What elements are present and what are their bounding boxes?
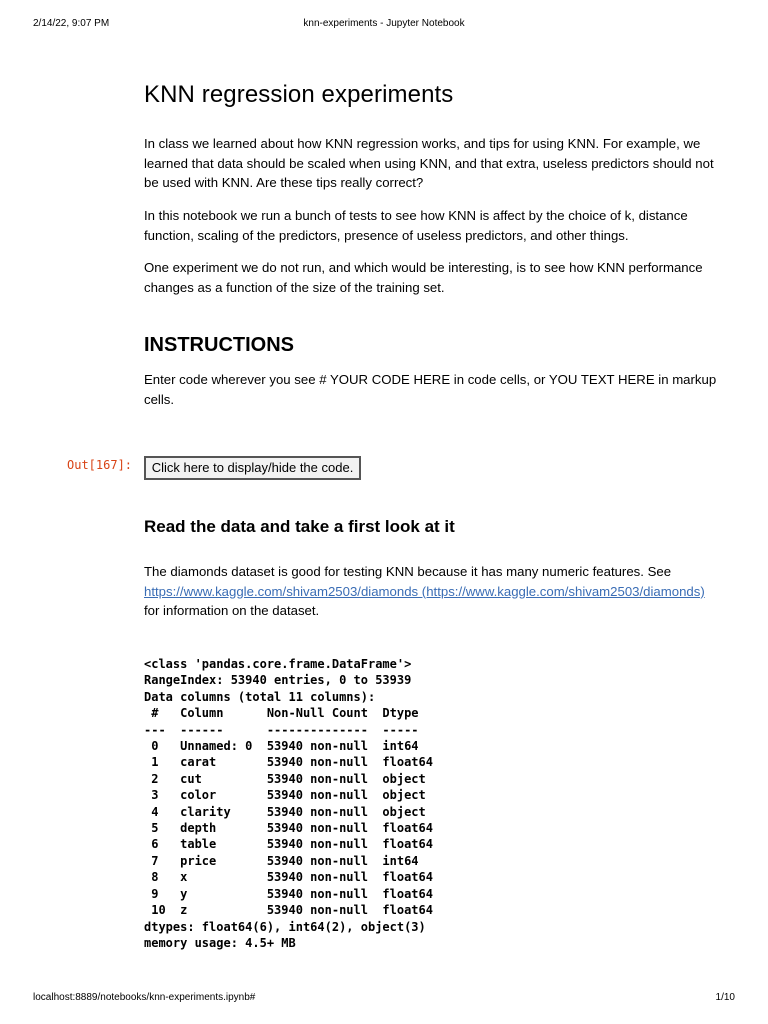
dataset-paragraph [144,562,724,621]
dataset-text-before: The diamonds dataset is good for testing KNN because it has many numeric features. See [144,564,672,579]
print-header [0,18,768,32]
intro-paragraph-1: In class we learned about how KNN regression works, and tips for using KNN. For example, we learned that data should be scaled when using KNN, and that extra, useless predictors should not be used with KNN. Are these tips really correct? [144,136,714,190]
dataset-link[interactable]: https://www.kaggle.com/shivam2503/diamonds (https://www.kaggle.com/shivam2503/diamonds) [144,583,705,599]
print-datetime: 2/14/22, 9:07 PM [33,18,110,29]
instructions-heading: INSTRUCTIONS [144,334,294,356]
print-page-number: 1/10 [715,992,735,1003]
print-url: localhost:8889/notebooks/knn-experiments.ipynb# [33,992,256,1003]
notebook-title: KNN regression experiments [144,81,454,108]
intro-paragraph-3: One experiment we do not run, and which would be interesting, is to see how KNN performance changes as a function of the size of the training set. [144,260,703,295]
instructions-paragraph: Enter code wherever you see # YOUR CODE HERE in code cells, or YOU TEXT HERE in markup cells. [144,372,717,407]
toggle-code-button[interactable]: Click here to display/hide the code. [144,456,361,480]
print-title: knn-experiments - Jupyter Notebook [303,18,465,29]
dataset-text-after: for information on the dataset. [144,603,320,618]
read-data-heading: Read the data and take a first look at it [144,517,455,536]
intro-paragraph-2: In this notebook we run a bunch of tests to see how KNN is affect by the choice of k, distance function, scaling of the predictors, presence of useless predictors, and other things. [144,208,688,243]
output-prompt: Out[167]: [67,458,133,472]
dataframe-info-output: <class 'pandas.core.frame.DataFrame'> RangeIndex: 53940 entries, 0 to 53939 Data columns (total 11 columns): # Column Non-Null Count Dtype --- ------ -------------- ----- 0 Unnamed: 0 53940 non-null int64 1 carat 53940 non-null float64 2 cut 53940 non-null object 3 color 53940 non-null object 4 clarity 53940 non-null object 5 depth 53940 non-null float64 6 table 53940 non-null float64 7 price 53940 non-null int64 8 x 53940 non-null float64 9 y 53940 non-null float64 10 z 53940 non-null float64 dtypes: float64(6), int64(2), object(3) memory usage: 4.5+ MB [144,657,433,950]
